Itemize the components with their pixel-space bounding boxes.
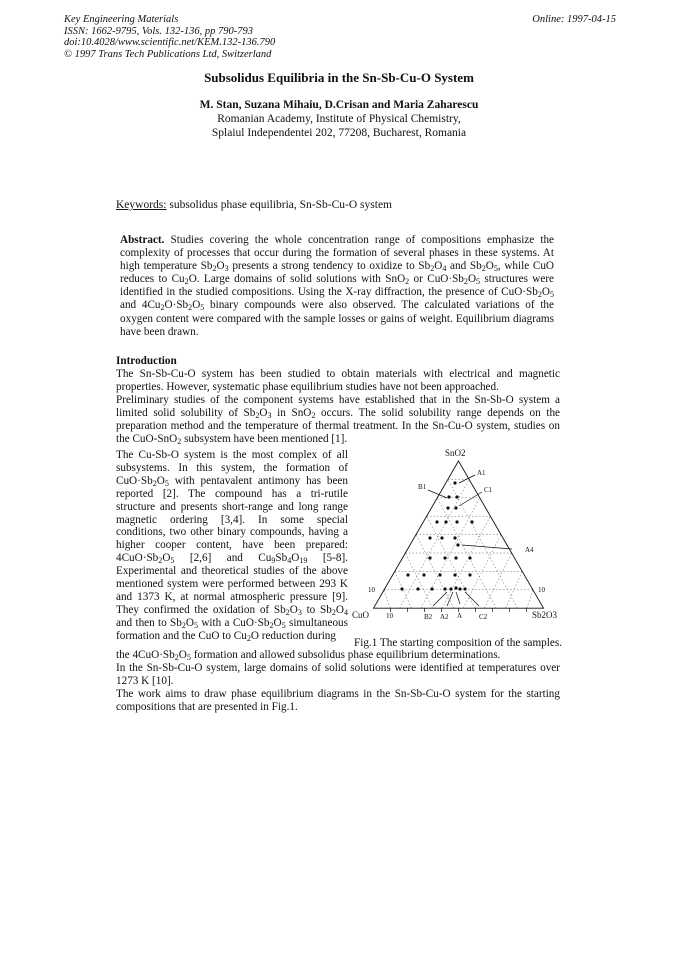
sample-point (454, 586, 457, 589)
sample-point (428, 536, 431, 539)
point-label-a2: A2 (440, 613, 449, 621)
keywords-line (116, 199, 392, 211)
sample-point (406, 573, 409, 576)
point-label-c2: C2 (479, 613, 488, 621)
sample-point (458, 587, 461, 590)
sample-point (438, 573, 441, 576)
author-block (0, 98, 678, 140)
point-label-a1: A1 (477, 469, 486, 477)
sample-point (443, 587, 446, 590)
side-tick-label-left: 10 (368, 586, 375, 594)
sample-point (468, 556, 471, 559)
sample-point (443, 556, 446, 559)
sample-point (430, 587, 433, 590)
sample-point (435, 520, 438, 523)
point-label-b1: B1 (418, 483, 427, 491)
paper-title: Subsolidus Equilibria in the Sn-Sb-Cu-O System (204, 70, 474, 85)
journal-name: Key Engineering Materials (64, 14, 179, 25)
introduction-paragraph-1: The Sn-Sb-Cu-O system has been studied to obtain materials with electrical and magnetic properties. However, systematic phase equilibrium studies have not been approached. Preliminary studies of the component systems have established that in the Sn-Sb-O system a limited solid solubility of $Sb_2O_3$ in SnO$_2$ occurs. The solid solubility range depends on the preparation method and the temperature of thermal treatment. In the Sn-Cu-O system, studies on the CuO-SnO$_2$ subsystem have been mentioned [1]. (116, 368, 561, 446)
sample-point (447, 495, 450, 498)
abstract-label: Abstract. (120, 234, 165, 246)
introduction-paragraph-2: The Cu-Sb-O system is the most complex of all subsystems. In this system, the formation of $CuO\cdot Sb_2O_5$ with pentavalent antimony has been reported [2]. The compound has a tri-rutile structure and presents short-range and long range magnetic ordering [3,4]. In some special conditions, two other binary compounds, having a higher cooper content, have been prepared: $4CuO\cdot Sb_2O_5$ [2,6] and $Cu_9Sb_4O_{19}$ [5-8]. Experimental and theoretical studies of the above mentioned system were performed between 293 K and 1373 K, at normal atmospheric pressure [9]. They confirmed the oxidation of $Sb_2O_3$ to $Sb_2O_4$ and then to $Sb_2O_5$ with a $CuO\cdot Sb_2O_5$ simultaneous formation and the CuO to $Cu_2O$ reduction during (116, 449, 349, 643)
journal-issn: ISSN: 1662-9795, Vols. 132-136, pp 790-793 (64, 25, 253, 37)
sample-point (453, 481, 456, 484)
sample-point (470, 520, 473, 523)
journal-doi: doi:10.4028/www.scientific.net/KEM.132-136.790 (64, 37, 276, 49)
affiliation-line-1: Romanian Academy, Institute of Physical Chemistry, (217, 113, 461, 125)
sample-point (453, 536, 456, 539)
introduction-paragraph-3: the $4CuO\cdot Sb_2O_5$ formation and allowed subsolidus phase equilibrium determinations. In the Sn-Sb-Cu-O system, large domains of solid solutions were identified at temperatures over 1273 K [10]. The work aims to draw phase equilibrium diagrams in the Sn-Sb-Cu-O system for the starting compositions that are presented in Fig.1. (116, 649, 560, 713)
affiliation-line-2: Splaiul Independentei 202, 77208, Bucharest, Romania (211, 127, 467, 139)
sample-point (449, 587, 452, 590)
sample-point (468, 573, 471, 576)
journal-copyright: © 1997 Trans Tech Publications Ltd, Switzerland (64, 48, 272, 60)
abstract-paragraph: Abstract. Studies covering the whole concentration range of compositions emphasize the complexity of processes that occur during the formation of several phases in these systems. At high temperature $Sb_2O_3$ presents a strong tendency to oxidize to $Sb_2O_4$ and $Sb_2O_5$, while CuO reduces to $Cu_2O$. Large domains of solid solutions with SnO$_2$ or $CuO\cdot Sb_2O_5$ structures were identified in the studied compositions. Using the X-ray diffraction, the presence of $CuO\cdot Sb_2O_5$ and $4Cu_2O\cdot Sb_2O_5$ binary compounds were also observed. The calculated variations of the oxygen content were compared with the sample losses or gains of weight. Equilibrium diagrams have been drawn. (120, 234, 555, 338)
vertex-label-left: CuO (352, 610, 370, 620)
side-tick-label-right: 10 (538, 586, 545, 594)
section-heading-introduction: Introduction (116, 355, 177, 367)
sample-point (455, 520, 458, 523)
sample-point (444, 520, 447, 523)
ternary-diagram (352, 446, 562, 626)
keywords-text: subsolidus phase equilibria, Sn-Sb-Cu-O system (169, 199, 392, 211)
sample-point (400, 587, 403, 590)
sample-point (456, 543, 459, 546)
sample-point (416, 587, 419, 590)
author-names: M. Stan, Suzana Mihaiu, D.Crisan and Maria Zaharescu (199, 99, 479, 111)
vertex-label-top: SnO2 (445, 448, 466, 458)
vertex-label-right: Sb2O3 (532, 610, 558, 620)
sample-point (454, 506, 457, 509)
keywords-label: Keywords: (116, 199, 167, 211)
sample-point (453, 573, 456, 576)
point-label-b2: B2 (424, 613, 433, 621)
sample-point (454, 556, 457, 559)
point-label-a4: A4 (525, 546, 534, 554)
sample-point (455, 495, 458, 498)
point-label-a: A (457, 612, 463, 620)
sample-point (422, 573, 425, 576)
bottom-tick-label: 10 (386, 612, 393, 620)
sample-point (440, 536, 443, 539)
journal-header (64, 14, 275, 60)
figure-caption: Fig.1 The starting composition of the samples. (354, 637, 562, 649)
online-date: Online: 1997-04-15 (532, 14, 616, 25)
label-arrows (428, 475, 512, 606)
sample-point (446, 506, 449, 509)
point-label-c1: C1 (484, 486, 493, 494)
sample-point (428, 556, 431, 559)
sample-point (463, 587, 466, 590)
